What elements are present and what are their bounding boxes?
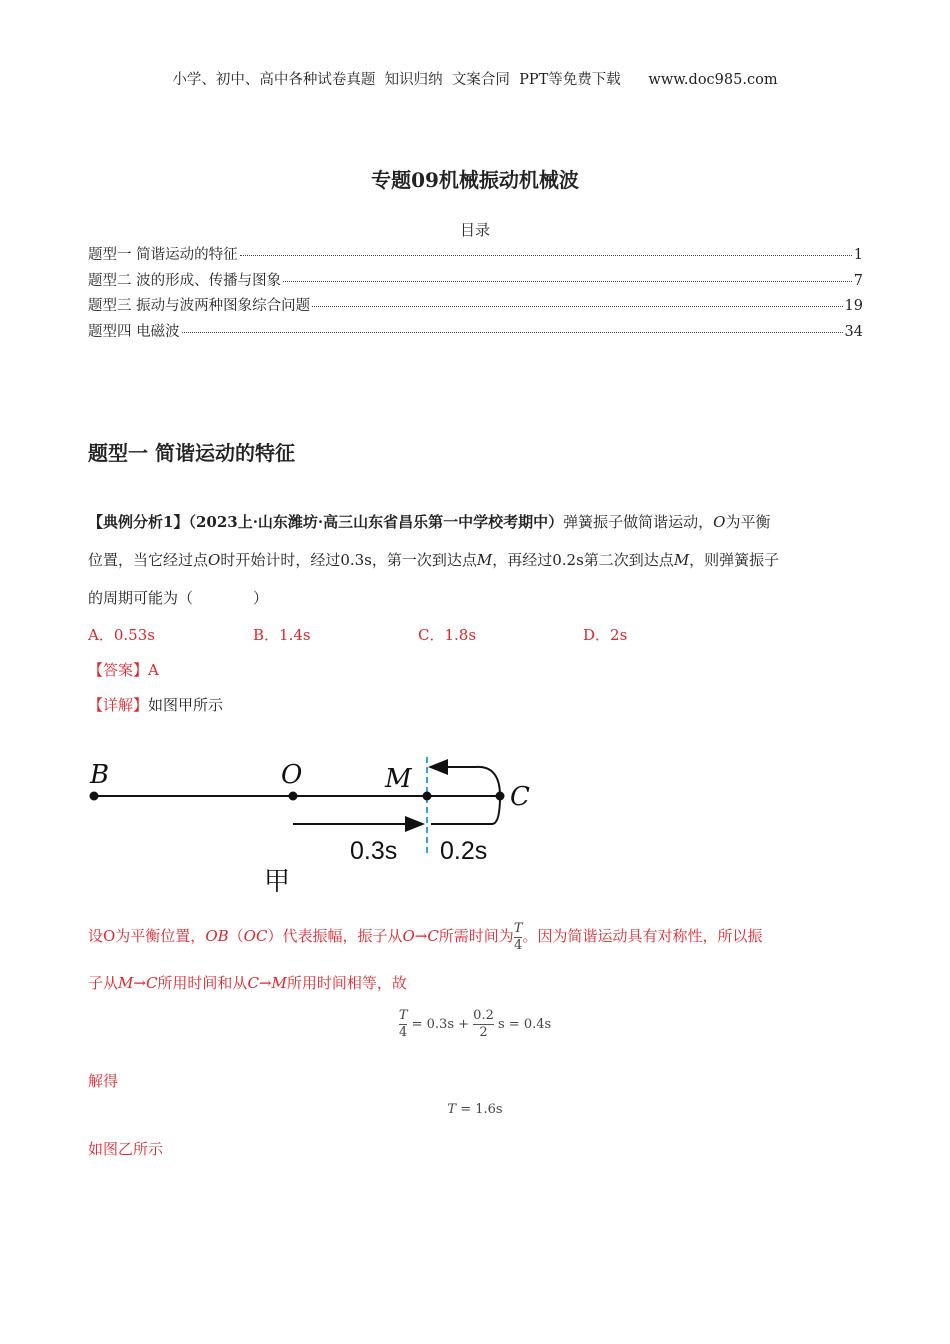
point-b [90, 792, 99, 801]
option-key: D． [583, 626, 611, 644]
option-value: 0.53s [113, 626, 155, 644]
label-t1: 0.3s [350, 837, 398, 865]
toc-item[interactable] [88, 269, 863, 290]
question-line-2 [88, 541, 863, 579]
eq1-mid-fraction [473, 1008, 494, 1041]
eq1-mid: = 0.3s + [411, 1017, 470, 1032]
frac-num: 0.2 [473, 1008, 494, 1023]
label-b: B [90, 760, 110, 790]
var-m-to-c: M→C [118, 974, 158, 992]
var-oc: OC [243, 927, 268, 945]
option-a[interactable] [88, 624, 155, 645]
equation-2 [0, 1102, 950, 1117]
option-d[interactable] [583, 624, 627, 645]
option-b[interactable] [253, 624, 311, 645]
var-ob: OB [205, 927, 229, 945]
point-c [496, 792, 505, 801]
explanation [88, 914, 863, 1002]
label-c: C [510, 782, 530, 812]
expl-text: 所需时间为 [438, 927, 514, 945]
var-m: M [673, 551, 690, 569]
toc-dots [182, 332, 843, 333]
question-text: ，再经过0.2s第二次到达点 [492, 551, 674, 569]
frac-den: 4 [399, 1025, 408, 1040]
question-text: ，则弹簧振子 [689, 551, 780, 569]
frac-den: 4 [514, 937, 523, 953]
toc-item[interactable] [88, 243, 863, 264]
eq2-var: T [447, 1102, 457, 1117]
option-value: 1.4s [279, 626, 311, 644]
toc-item-label: 题型一 简谐运动的特征 [88, 247, 238, 263]
point-m [423, 792, 432, 801]
toc-item-page: 34 [844, 324, 863, 340]
toc-dots [283, 281, 852, 282]
label-t2: 0.2s [440, 837, 488, 865]
explanation-line-1 [88, 914, 863, 952]
option-value: 2s [610, 626, 628, 644]
option-key: C． [418, 626, 445, 644]
frac-den: 2 [479, 1025, 488, 1040]
expl-text: ）代表振幅，振子从 [267, 927, 403, 945]
toc-item-label: 题型二 波的形成、传播与图象 [88, 273, 282, 289]
label-o: O [281, 760, 303, 790]
var-c-to-m: C→M [247, 974, 287, 992]
toc-dots [240, 255, 852, 256]
expl-text: 子从 [88, 974, 119, 992]
section-title: 题型一 简谐运动的特征 [88, 441, 295, 465]
question-line-3: 的周期可能为（ ） [88, 589, 269, 607]
detail-text: 如图甲所示 [148, 696, 224, 714]
option-value: 1.8s [444, 626, 477, 644]
next-text: 如图乙所示 [88, 1140, 164, 1158]
page-header [0, 68, 950, 89]
expl-text: 所用时间和从 [157, 974, 248, 992]
frac-num: T [398, 1008, 408, 1023]
toc-item[interactable] [88, 320, 863, 341]
option-c[interactable] [418, 624, 476, 645]
var-o: O [208, 551, 221, 569]
header-url[interactable]: www.doc985.com [648, 72, 778, 88]
forward-curve [431, 796, 500, 824]
page-title: 专题09机械振动机械波 [371, 168, 579, 192]
solve-label: 解得 [88, 1072, 119, 1090]
figure-jia [80, 745, 540, 905]
example-tag: 【典例分析1】 [88, 513, 189, 531]
expl-text: 设O为平衡位置， [88, 927, 206, 945]
return-arrow [430, 767, 500, 796]
var-o: O [713, 513, 726, 531]
expl-text: 所用时间相等，故 [286, 974, 407, 992]
expl-text: 。因为简谐运动具有对称性，所以振 [522, 927, 763, 945]
answer-label: 【答案】 [88, 661, 149, 679]
toc-item-label: 题型三 振动与波两种图象综合问题 [88, 298, 311, 314]
toc-heading: 目录 [459, 221, 490, 239]
answer [88, 659, 159, 680]
expl-text: （ [228, 927, 244, 945]
example-source: （2023上·山东潍坊·高三山东省昌乐第一中学校考期中） [188, 513, 564, 531]
eq1-lhs-fraction [399, 1008, 408, 1041]
point-o [289, 792, 298, 801]
var-o-to-c: O→C [402, 927, 439, 945]
equation-1 [0, 1008, 950, 1041]
eq2-rhs: = 1.6s [456, 1102, 503, 1117]
explanation-line-2 [88, 964, 863, 1002]
detail [88, 694, 223, 715]
toc-item-page: 1 [853, 247, 863, 263]
label-m: M [385, 764, 412, 794]
toc-item[interactable] [88, 294, 863, 315]
toc-dots [312, 306, 842, 307]
question-text: 弹簧振子做简谐运动， [563, 513, 714, 531]
option-key: B． [253, 626, 280, 644]
header-text: 小学、初中、高中各种试卷真题 知识归纳 文案合同 PPT等免费下载 [172, 72, 621, 88]
figure-caption: 甲 [264, 867, 291, 897]
question-text: 位置，当它经过点 [88, 551, 209, 569]
toc-item-page: 7 [853, 273, 863, 289]
answer-value: A [148, 661, 159, 679]
example-question [88, 503, 863, 617]
eq1-rhs: s = 0.4s [498, 1017, 552, 1032]
option-key: A． [88, 626, 114, 644]
question-text: 时开始计时，经过0.3s，第一次到达点 [220, 551, 477, 569]
detail-label: 【详解】 [88, 696, 149, 714]
frac-num: T [513, 920, 523, 936]
toc-item-page: 19 [844, 298, 863, 314]
question-line-1 [88, 503, 863, 541]
toc-item-label: 题型四 电磁波 [88, 324, 180, 340]
question-text: 为平衡 [725, 513, 771, 531]
var-m: M [476, 551, 493, 569]
